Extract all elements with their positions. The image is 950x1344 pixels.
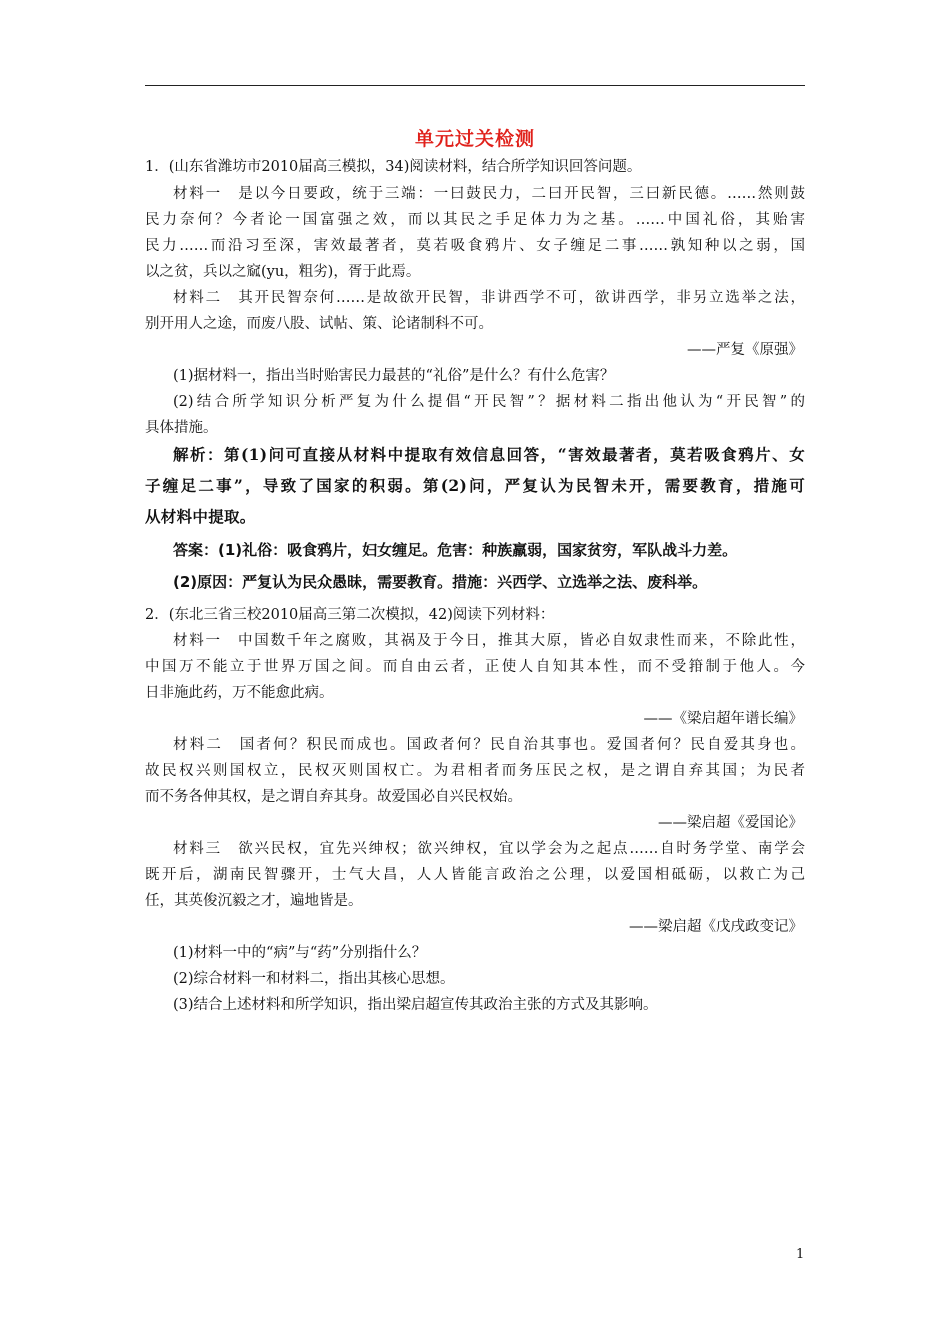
q1-analysis-line: 子缠足二事”，导致了国家的积弱。第(2)问，严复认为民智未开，需要教育，措施可: [145, 476, 805, 495]
q2-material1-line: 材料一 中国数千年之腐败，其祸及于今日，推其大原，皆必自奴隶性而来，不除此性，: [173, 633, 805, 649]
page-number: 1: [796, 1247, 805, 1262]
q1-heading: 1．(山东省潍坊市2010届高三模拟，34)阅读材料，结合所学知识回答问题。: [145, 159, 642, 175]
q1-material2-line: 别开用人之途，而废八股、试帖、策、论诸制科不可。: [145, 316, 493, 332]
q2-heading: 2．(东北三省三校2010届高三第二次模拟，42)阅读下列材料：: [145, 607, 555, 623]
q1-analysis-line: 解析：第(1)问可直接从材料中提取有效信息回答，“害效最著者，莫若吸食鸦片、女: [173, 445, 805, 464]
q1-answer-line: 答案：(1)礼俗：吸食鸦片，妇女缠足。危害：种族羸弱，国家贫穷，军队战斗力差。: [173, 541, 738, 559]
q2-subquestion: (1)材料一中的“病”与“药”分别指什么？: [173, 945, 427, 961]
q2-material3-source: ——梁启超《戊戌政变记》: [629, 919, 803, 935]
q1-subquestion-2: 具体措施。: [145, 420, 218, 436]
q2-material3-line: 任，其英俊沉毅之才，遍地皆是。: [145, 893, 363, 909]
header-rule: [145, 85, 805, 86]
q2-material1-line: 中国万不能立于世界万国之间。而自由云者，正使人自知其本性，而不受箝制于他人。今: [145, 659, 805, 675]
q2-material2-line: 故民权兴则国权立，民权灭则国权亡。为君相者而务压民之权，是之谓自弃其国；为民者: [145, 763, 805, 779]
q1-analysis-line: 从材料中提取。: [145, 507, 256, 526]
q2-material3-line: 材料三 欲兴民权，宜先兴绅权；欲兴绅权，宜以学会为之起点……自时务学堂、南学会: [173, 841, 805, 857]
q1-source: ——严复《原强》: [687, 342, 803, 358]
q2-subquestion: (3)结合上述材料和所学知识，指出梁启超宣传其政治主张的方式及其影响。: [173, 997, 658, 1013]
page-title: 单元过关检测: [414, 128, 535, 150]
q1-subquestion-1: (1)据材料一，指出当时贻害民力最甚的“礼俗”是什么？有什么危害？: [173, 368, 615, 384]
q1-material1-line: 民力奈何？今者论一国富强之效，而以其民之手足体力为之基。……中国礼俗，其贻害: [145, 212, 805, 228]
q1-material1-line: 民力……而沿习至深，害效最著者，莫若吸食鸦片、女子缠足二事……孰知种以之弱，国: [145, 238, 805, 254]
q2-material2-line: 材料二 国者何？积民而成也。国政者何？民自治其事也。爱国者何？民自爱其身也。: [173, 737, 805, 753]
q1-material1-line: 以之贫，兵以之窳(yu，粗劣)，胥于此焉。: [145, 264, 421, 280]
q2-material1-line: 日非施此药，万不能愈此病。: [145, 685, 334, 701]
q2-subquestion: (2)综合材料一和材料二，指出其核心思想。: [173, 971, 455, 987]
q1-material1-line: 材料一 是以今日要政，统于三端：一曰鼓民力，二曰开民智，三曰新民德。……然则鼓: [173, 186, 805, 202]
q1-subquestion-2: (2)结合所学知识分析严复为什么提倡“开民智”？据材料二指出他认为“开民智”的: [173, 394, 805, 410]
q1-answer-line: (2)原因：严复认为民众愚昧，需要教育。措施：兴西学、立选举之法、废科举。: [173, 573, 708, 591]
q1-material2-line: 材料二 其开民智奈何……是故欲开民智，非讲西学不可，欲讲西学，非另立选举之法，: [173, 290, 805, 306]
q2-material1-source: ——《梁启超年谱长编》: [643, 711, 803, 727]
q2-material2-source: ——梁启超《爱国论》: [658, 815, 803, 831]
q2-material3-line: 既开后，湖南民智骤开，士气大昌，人人皆能言政治之公理，以爱国相砥砺，以救亡为己: [145, 867, 805, 883]
q2-material2-line: 而不务各伸其权，是之谓自弃其身。故爱国必自兴民权始。: [145, 789, 522, 805]
